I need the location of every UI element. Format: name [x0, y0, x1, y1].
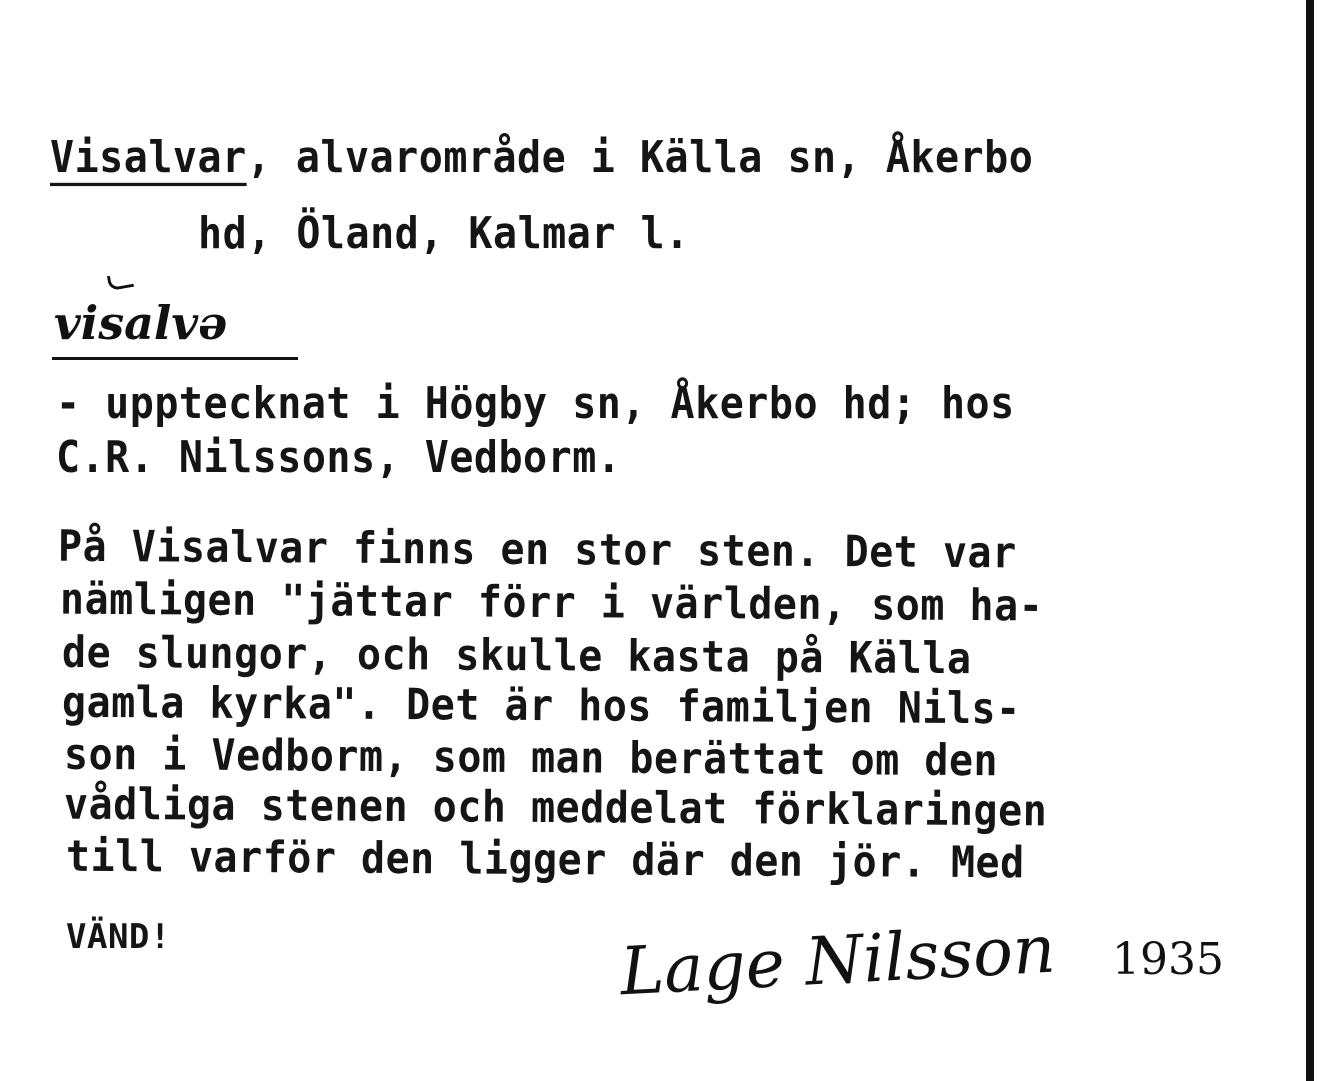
record-line-1: - upptecknat i Högby sn, Åkerbo hd; hos [56, 379, 1015, 429]
definition-line-1: , alvarområde i Källa sn, Åkerbo [246, 133, 1034, 183]
phonetic-accent-mark [107, 272, 134, 291]
card-edge-line [1306, 0, 1314, 1081]
record-line-2: C.R. Nilssons, Vedborm. [56, 433, 622, 483]
story-line-6: vådliga stenen och meddelat förklaringen [63, 779, 1048, 837]
turn-note: VÄND! [66, 917, 171, 957]
signature: Lage Nilsson [618, 910, 1058, 1011]
headword: Visalvar [50, 133, 247, 183]
story-line-7: till varför den ligger där den jör. Med [65, 831, 1025, 889]
story-line-5: son i Vedborm, som man berättat om den [63, 729, 999, 787]
story-line-2: nämligen "jättar förr i världen, som ha- [59, 574, 1044, 632]
signature-year: 1935 [1112, 934, 1224, 985]
story-line-3: de slungor, och skulle kasta på Källa [61, 627, 972, 685]
definition-line-2: hd, Öland, Kalmar l. [198, 209, 690, 259]
story-line-1: På Visalvar finns en stor sten. Det var [57, 521, 1017, 579]
entry-line-1 [50, 133, 1034, 183]
phonetic-underline [52, 357, 298, 360]
story-line-4: gamla kyrka". Det är hos familjen Nils- [61, 677, 1021, 735]
phonetic-transcription: visalvə [54, 296, 228, 350]
